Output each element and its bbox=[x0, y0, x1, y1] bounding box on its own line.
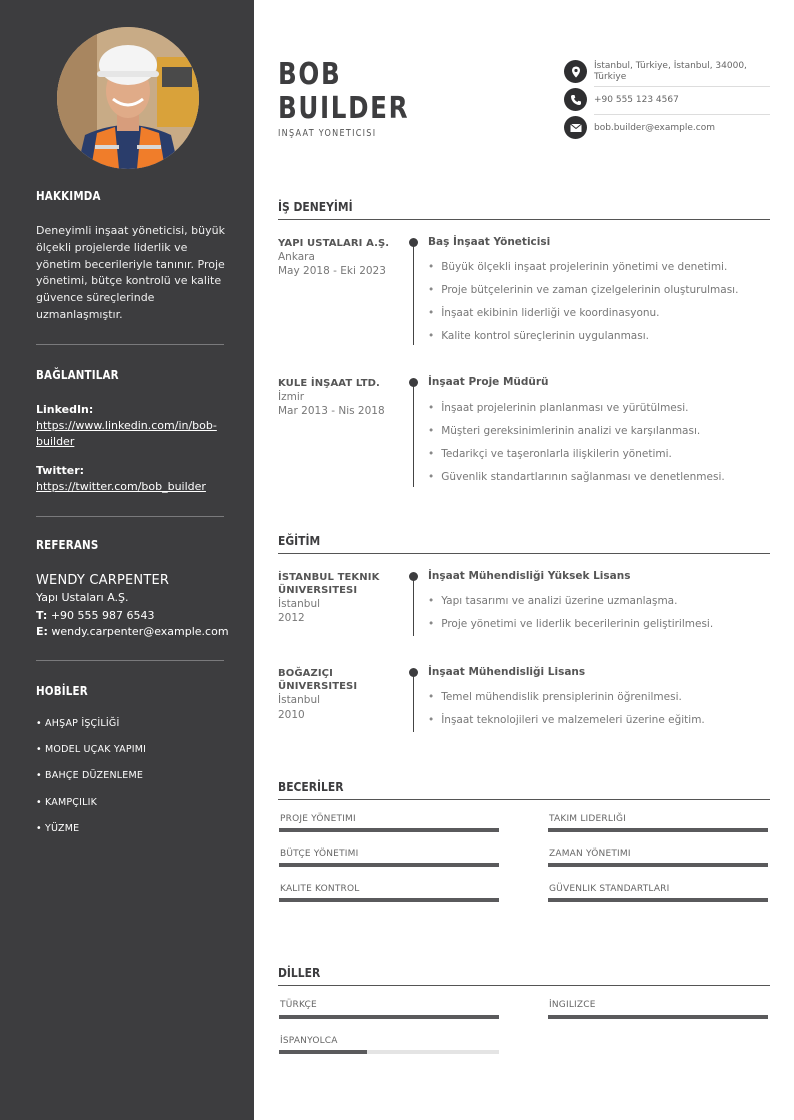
hobbies-title: HOBİLER bbox=[36, 684, 88, 698]
job-bullet: • Kalite kontrol süreçlerinin uygulanması. bbox=[428, 330, 649, 342]
about-text: Deneyimli inşaat yöneticisi, büyük ölçekli projelerde liderlik ve yönetim becerileriyle tanınır. Proje yönetimi, bütçe kontrolü ve kalite güvence süreçlerinde uzmanlaşmıştır. bbox=[36, 224, 225, 321]
reference-phone-value: +90 555 987 6543 bbox=[50, 609, 155, 622]
name-last: BUILDER bbox=[278, 91, 410, 126]
school-city: İstanbul bbox=[278, 598, 321, 610]
skills-title: BECERİLER bbox=[278, 779, 344, 794]
skill-name: BÜTÇE YÖNETIMI bbox=[280, 849, 359, 859]
education-bullet: • Proje yönetimi ve liderlik becerilerinin geliştirilmesi. bbox=[428, 618, 713, 630]
school-name-line: ÜNIVERSITESI bbox=[278, 585, 358, 596]
degree-title: İnşaat Mühendisliği Yüksek Lisans bbox=[428, 570, 631, 582]
reference-name: WENDY CARPENTER bbox=[36, 573, 170, 588]
hobby-item: • AHŞAP İŞÇİLİĞİ bbox=[36, 718, 120, 729]
company-city: İzmir bbox=[278, 391, 305, 403]
school-year: 2010 bbox=[278, 709, 305, 721]
education-bullet: • Temel mühendislik prensiplerinin öğrenilmesi. bbox=[428, 691, 682, 703]
location-icon bbox=[564, 60, 587, 83]
about-title: HAKKIMDA bbox=[36, 189, 101, 203]
school-name-line: ÜNIVERSITESI bbox=[278, 681, 358, 692]
twitter-label: Twitter: bbox=[36, 464, 85, 477]
school-city: İstanbul bbox=[278, 694, 321, 706]
timeline-line bbox=[413, 576, 414, 636]
contact-divider bbox=[594, 114, 770, 115]
language-bar-fill bbox=[279, 1015, 499, 1019]
degree-title: İnşaat Mühendisliği Lisans bbox=[428, 666, 586, 678]
languages-title: DİLLER bbox=[278, 965, 321, 980]
school-name bbox=[278, 667, 403, 693]
language-name: TÜRKÇE bbox=[280, 1000, 317, 1010]
job-bullet: • Müşteri gereksinimlerinin analizi ve karşılanması. bbox=[428, 425, 700, 437]
company-name: YAPI USTALARI A.Ş. bbox=[278, 238, 390, 249]
school-name bbox=[278, 571, 403, 597]
skill-bar bbox=[548, 898, 768, 902]
contact-address: İstanbul, Türkiye, İstanbul, 34000, Türkiye bbox=[594, 61, 747, 82]
job-dates: Mar 2013 - Nis 2018 bbox=[278, 405, 385, 417]
education-bullet: • İnşaat teknolojileri ve malzemeleri üzerine eğitim. bbox=[428, 714, 705, 726]
section-rule bbox=[278, 799, 770, 800]
skill-bar bbox=[548, 863, 768, 867]
skill-name: TAKIM LIDERLIĞI bbox=[549, 814, 626, 824]
name-first: BOB bbox=[278, 57, 342, 92]
timeline-dot bbox=[409, 238, 418, 247]
language-bar-fill bbox=[548, 1015, 768, 1019]
skill-bar-fill bbox=[548, 828, 768, 832]
hobby-item: • BAHÇE DÜZENLEME bbox=[36, 770, 144, 781]
reference-email-value[interactable]: wendy.carpenter@example.com bbox=[51, 625, 229, 638]
reference-email-label: E: bbox=[36, 625, 48, 638]
contact-phone: +90 555 123 4567 bbox=[594, 95, 679, 105]
profile-photo bbox=[57, 27, 199, 169]
education-title: EĞİTİM bbox=[278, 533, 321, 548]
timeline-dot bbox=[409, 378, 418, 387]
skill-bar-fill bbox=[279, 863, 499, 867]
phone-icon bbox=[564, 88, 587, 111]
job-dates: May 2018 - Eki 2023 bbox=[278, 265, 386, 277]
section-rule bbox=[278, 553, 770, 554]
skill-bar bbox=[279, 863, 499, 867]
contact-divider bbox=[594, 86, 770, 87]
reference-phone bbox=[36, 609, 155, 622]
skill-bar bbox=[279, 828, 499, 832]
reference-email bbox=[36, 625, 229, 638]
language-name: İSPANYOLCA bbox=[280, 1036, 338, 1046]
hobby-item: • KAMPÇILIK bbox=[36, 797, 98, 808]
job-bullet: • Güvenlik standartlarının sağlanması ve denetlenmesi. bbox=[428, 471, 725, 483]
reference-phone-label: T: bbox=[36, 609, 48, 622]
contact-email[interactable]: bob.builder@example.com bbox=[594, 123, 715, 133]
experience-title: İŞ DENEYİMİ bbox=[278, 199, 353, 214]
job-bullet: • İnşaat projelerinin planlanması ve yürütülmesi. bbox=[428, 402, 689, 414]
skill-bar-fill bbox=[548, 898, 768, 902]
skill-bar bbox=[279, 898, 499, 902]
company-name: KULE İNŞAAT LTD. bbox=[278, 378, 380, 389]
skill-name: ZAMAN YÖNETIMI bbox=[549, 849, 631, 859]
language-bar bbox=[548, 1015, 768, 1019]
timeline-dot bbox=[409, 668, 418, 677]
language-bar bbox=[279, 1015, 499, 1019]
timeline-line bbox=[413, 672, 414, 732]
skill-bar bbox=[548, 828, 768, 832]
email-icon bbox=[564, 116, 587, 139]
job-bullet: • İnşaat ekibinin liderliği ve koordinasyonu. bbox=[428, 307, 660, 319]
sidebar-divider bbox=[36, 660, 224, 661]
education-bullet: • Yapı tasarımı ve analizi üzerine uzmanlaşma. bbox=[428, 595, 677, 607]
job-bullet: • Tedarikçi ve taşeronlarla ilişkilerin yönetimi. bbox=[428, 448, 672, 460]
skill-name: PROJE YÖNETIMI bbox=[280, 814, 356, 824]
linkedin-label: LinkedIn: bbox=[36, 403, 94, 416]
timeline-dot bbox=[409, 572, 418, 581]
twitter-link[interactable]: https://twitter.com/bob_builder bbox=[36, 480, 206, 493]
school-year: 2012 bbox=[278, 612, 305, 624]
linkedin-link[interactable]: https://www.linkedin.com/in/bob-builder bbox=[36, 419, 217, 448]
skill-name: GÜVENLIK STANDARTLARI bbox=[549, 884, 670, 894]
job-bullet: • Proje bütçelerinin ve zaman çizelgelerinin oluşturulması. bbox=[428, 284, 738, 296]
company-city: Ankara bbox=[278, 251, 315, 263]
links-title: BAĞLANTILAR bbox=[36, 368, 119, 382]
section-rule bbox=[278, 219, 770, 220]
timeline-line bbox=[413, 383, 414, 487]
timeline-line bbox=[413, 243, 414, 345]
school-name-line: İSTANBUL TEKNIK bbox=[278, 572, 380, 583]
job-role: İnşaat Proje Müdürü bbox=[428, 376, 549, 388]
sidebar-divider bbox=[36, 516, 224, 517]
job-title: İNŞAAT YÖNETICISI bbox=[278, 128, 377, 139]
language-bar bbox=[279, 1050, 499, 1054]
skill-bar-fill bbox=[548, 863, 768, 867]
sidebar-divider bbox=[36, 344, 224, 345]
hobby-item: • MODEL UÇAK YAPIMI bbox=[36, 744, 147, 755]
job-role: Baş İnşaat Yöneticisi bbox=[428, 236, 551, 248]
sidebar bbox=[0, 0, 254, 1120]
reference-company: Yapı Ustaları A.Ş. bbox=[36, 591, 129, 604]
school-name-line: BOĞAZIÇI bbox=[278, 668, 333, 679]
language-name: İNGILIZCE bbox=[549, 1000, 596, 1010]
skill-bar-fill bbox=[279, 828, 499, 832]
hobby-item: • YÜZME bbox=[36, 823, 80, 834]
skill-bar-fill bbox=[279, 898, 499, 902]
language-bar-fill bbox=[279, 1050, 367, 1054]
job-bullet: • Büyük ölçekli inşaat projelerinin yönetimi ve denetimi. bbox=[428, 261, 727, 273]
section-rule bbox=[278, 985, 770, 986]
reference-title: REFERANS bbox=[36, 538, 99, 552]
skill-name: KALITE KONTROL bbox=[280, 884, 360, 894]
